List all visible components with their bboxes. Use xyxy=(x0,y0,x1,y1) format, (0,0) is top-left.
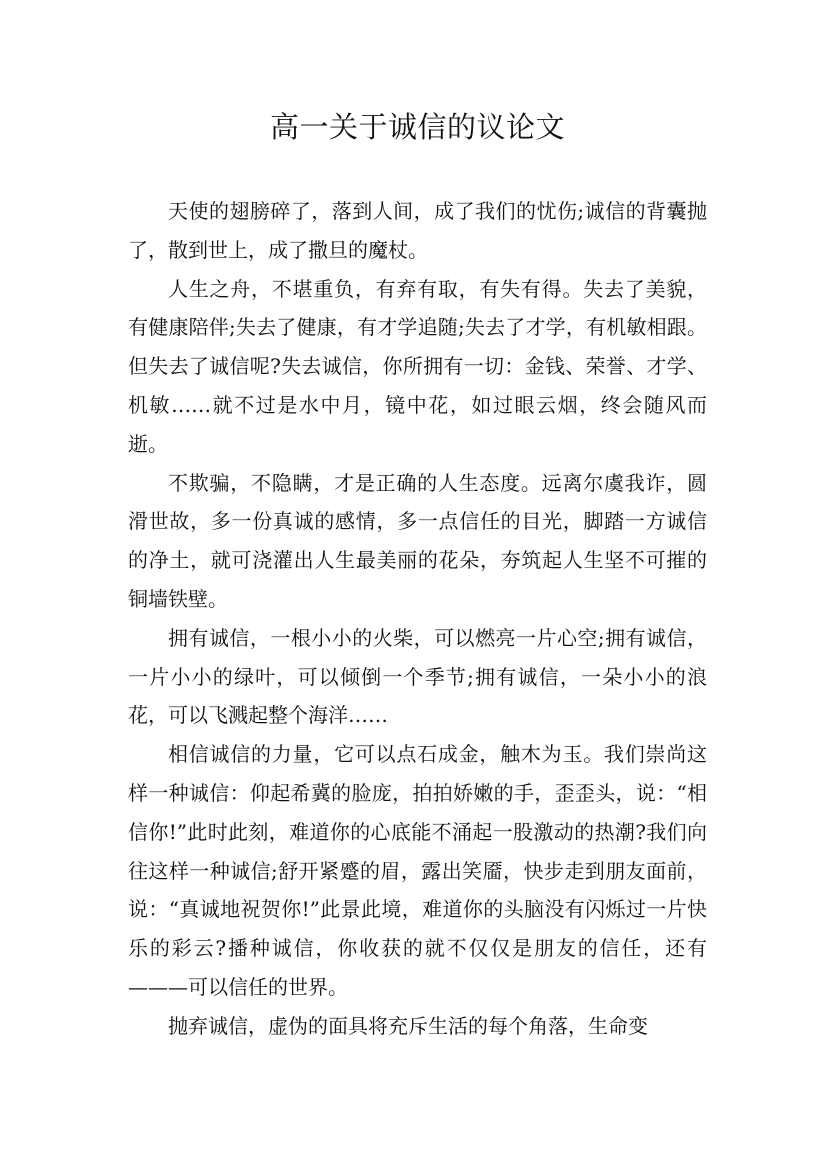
paragraph-6: 抛弃诚信，虚伪的面具将充斥生活的每个角落，生命变 xyxy=(168,1013,648,1038)
document-body xyxy=(128,192,707,1046)
paragraph-3: 不欺骗，不隐瞒，才是正确的人生态度。远离尔虞我诈，圆滑世故，多一份真诚的感情，多一点信任的目光，脚踏一方诚信的净土，就可浇灌出人生最美丽的花朵，夯筑起人生坚不可摧的铜墙铁壁。 xyxy=(128,470,707,611)
document-title: 高一关于诚信的议论文 xyxy=(269,110,565,144)
paragraph-2: 人生之舟，不堪重负，有弃有取，有失有得。失去了美貌，有健康陪伴;失去了健康，有才学追随;失去了才学，有机敏相跟。但失去了诚信呢?失去诚信，你所拥有一切：金钱、荣誉、才学、机敏……就不过是水中月，镜中花，如过眼云烟，终会随风而逝。 xyxy=(128,276,707,456)
paragraph-5: 相信诚信的力量，它可以点石成金，触木为玉。我们崇尚这样一种诚信：仰起希冀的脸庞，拍拍娇嫩的手，歪歪头，说：“相信你!”此时此刻，难道你的心底能不涌起一股激动的热潮?我们向往这样一种诚信;舒开紧蹙的眉，露出笑靥，快步走到朋友面前，说：“真诚地祝贺你!”此景此境，难道你的头脑没有闪烁过一片快乐的彩云?播种诚信，你收获的就不仅仅是朋友的信任，还有———可以信任的世界。 xyxy=(128,742,707,999)
paragraph-1: 天使的翅膀碎了，落到人间，成了我们的忧伤;诚信的背囊抛了，散到世上，成了撒旦的魔杖。 xyxy=(128,199,707,262)
paragraph-4: 拥有诚信，一根小小的火柴，可以燃亮一片心空;拥有诚信，一片小小的绿叶，可以倾倒一个季节;拥有诚信，一朵小小的浪花，可以飞溅起整个海洋…… xyxy=(128,625,707,728)
